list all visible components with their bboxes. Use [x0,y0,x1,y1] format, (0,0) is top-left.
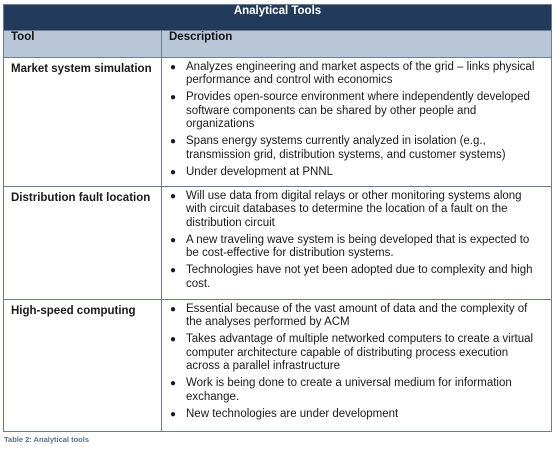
description-list [168,61,545,179]
bullet-icon: ● [170,191,177,202]
bullet-icon: ● [170,62,177,73]
list-item-text: A new traveling wave system is being developed that is expected to be cost-effective for distribution systems. [186,233,530,260]
column-header-row [4,31,552,58]
list-item [168,190,545,230]
bullet-icon: ● [170,304,177,315]
table-caption: Table 2: Analytical tools [4,435,90,444]
tool-name: Distribution fault location [4,187,162,300]
tool-name: High-speed computing [4,300,162,432]
table-row [4,187,552,300]
bullet-icon: ● [170,92,177,104]
list-item [168,61,545,88]
column-header-tool: Tool [4,31,162,58]
list-item [168,264,545,291]
column-header-description: Description [162,31,552,58]
tool-description [162,187,552,300]
bullet-icon: ● [170,265,177,277]
analytical-tools-figure [3,4,551,444]
list-item-text: Will use data from digital relays or other monitoring systems along with circuit databases to determine the location of a fault on the distribution circuit [186,190,522,229]
tool-name: Market system simulation [4,58,162,187]
tool-description [162,300,552,432]
bullet-icon: ● [170,408,177,420]
analytical-tools-table [3,4,552,432]
table-title: Analytical Tools [4,5,552,31]
list-item-text: Technologies have not yet been adopted due to complexity and high cost. [186,264,533,290]
description-list [168,303,545,421]
list-item-text: Under development at PNNL [186,165,334,178]
list-item-text: Spans energy systems currently analyzed in isolation (e.g., transmission grid, distribution systems, and customer systems) [186,135,506,161]
bullet-icon: ● [170,136,177,148]
bullet-icon: ● [170,166,177,178]
list-item-text: Provides open-source environment where independently developed software components can be shared by other people and organizations [186,91,530,131]
table-title-row [4,5,552,31]
tool-description [162,58,552,187]
list-item-text: Essential because of the vast amount of data and the complexity of the analyses performed by ACM [186,303,528,329]
list-item [168,91,545,131]
table-row [4,58,552,187]
bullet-icon: ● [170,334,177,346]
list-item-text: Analyzes engineering and market aspects of the grid – links physical performance and control with economics [186,61,535,87]
list-item [168,166,545,179]
list-item-text: Takes advantage of multiple networked computers to create a virtual computer architecture capable of distributing process execution across a parallel infrastructure [186,333,534,373]
list-item [168,333,545,373]
list-item-text: Work is being done to create a universal medium for information exchange. [186,377,512,403]
bullet-icon: ● [170,234,177,246]
table-row [4,300,552,432]
description-list [168,190,545,291]
list-item [168,234,545,261]
list-item [168,377,545,404]
list-item [168,135,545,162]
bullet-icon: ● [170,378,177,390]
list-item-text: New technologies are under development [186,407,399,420]
list-item [168,408,545,421]
list-item [168,303,545,330]
